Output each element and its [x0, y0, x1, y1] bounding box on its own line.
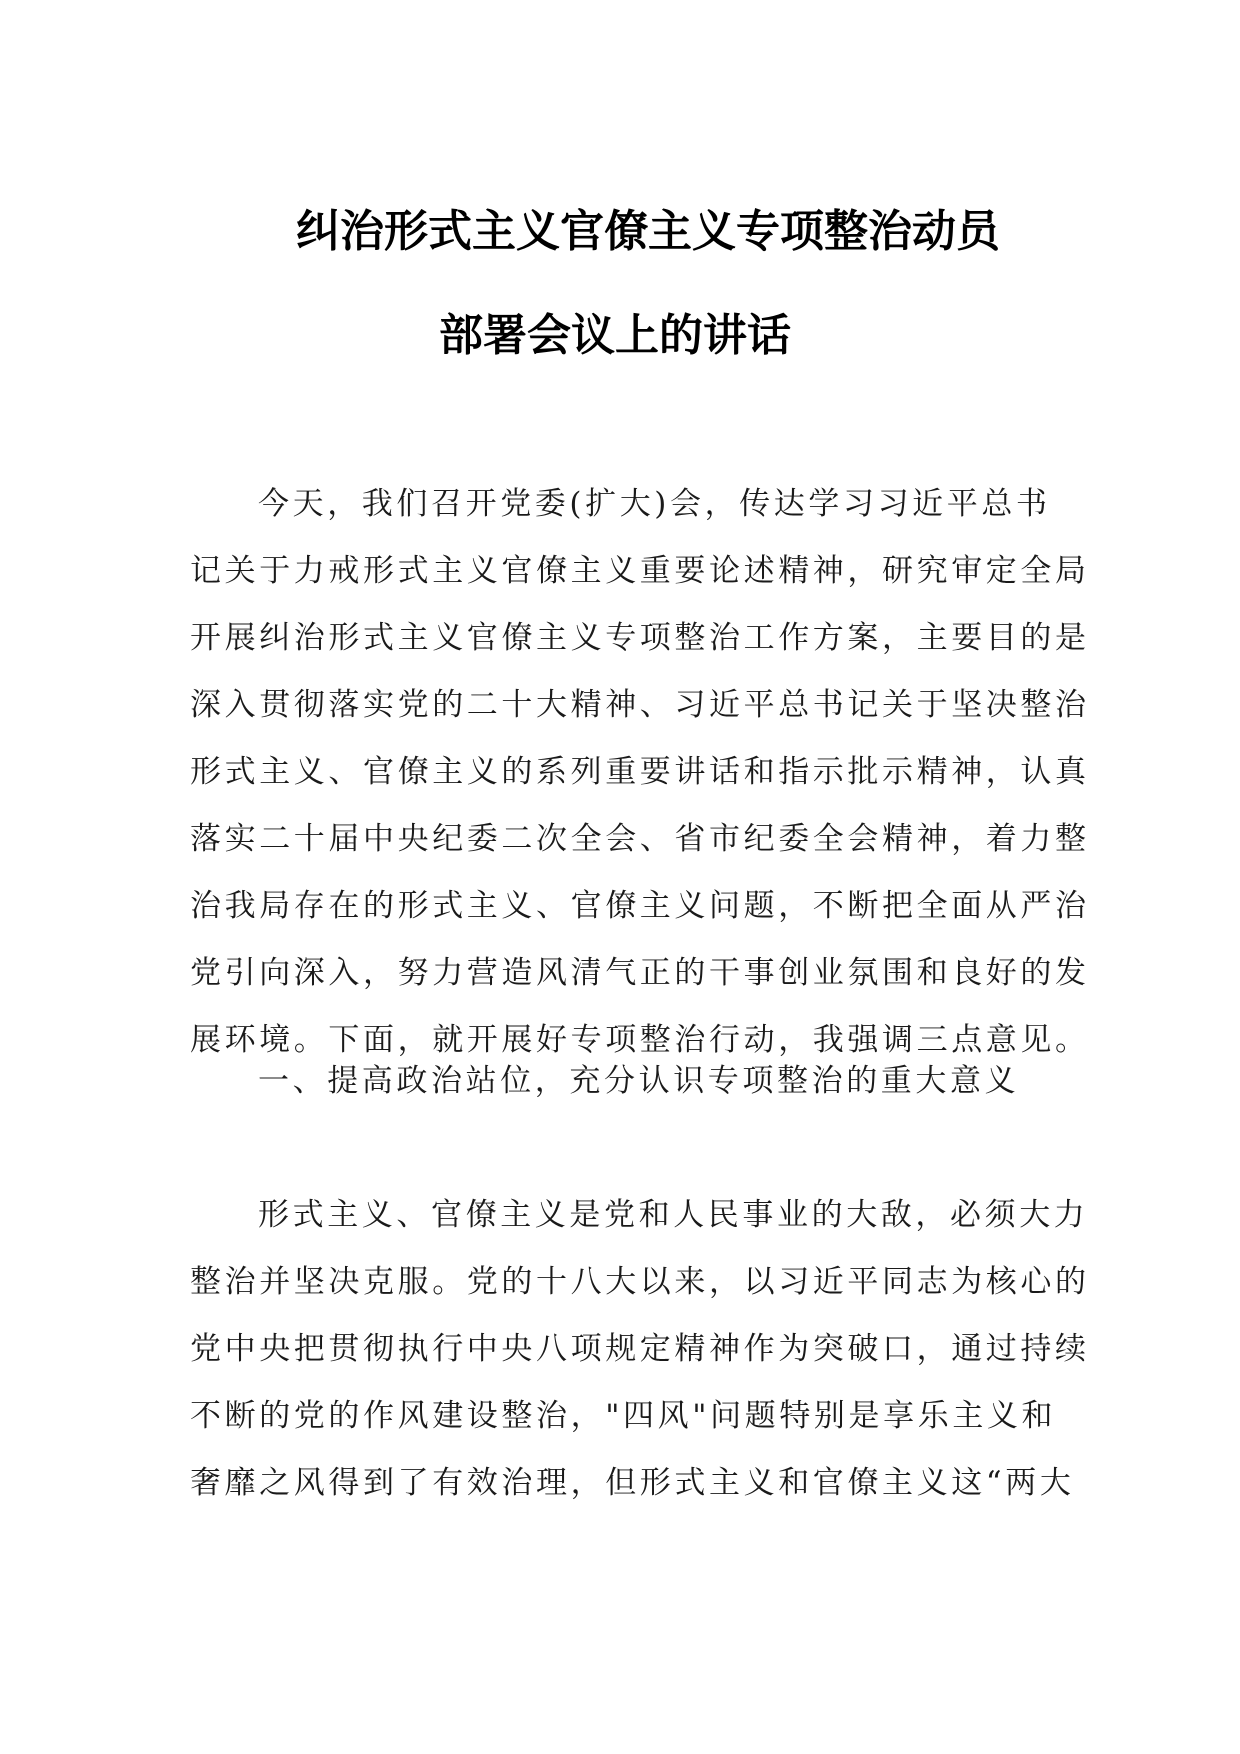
paragraph-line: 党中央把贯彻执行中央八项规定精神作为突破口，通过持续 [190, 1331, 1090, 1367]
paragraph-line: 治我局存在的形式主义、官僚主义问题，不断把全面从严治 [190, 888, 1090, 924]
paragraph-line: 深入贯彻落实党的二十大精神、习近平总书记关于坚决整治 [190, 687, 1090, 723]
paragraph-2 [190, 1182, 1090, 1517]
paragraph-line: 奢靡之风得到了有效治理，但形式主义和官僚主义这“两大 [190, 1465, 1075, 1501]
paragraph-line: 形式主义、官僚主义是党和人民事业的大敌，必须大力 [258, 1197, 1089, 1233]
document-title-line-2: 部署会议上的讲话 [439, 310, 791, 361]
section-heading-1: 一、提高政治站位，充分认识专项整治的重大意义 [258, 1063, 1020, 1099]
paragraph-line: 记关于力戒形式主义官僚主义重要论述精神，研究审定全局 [190, 553, 1090, 589]
paragraph-1 [190, 471, 1090, 1074]
paragraph-line: 开展纠治形式主义官僚主义专项整治工作方案，主要目的是 [190, 620, 1090, 656]
paragraph-line: 不断的党的作风建设整治，"四风"问题特别是享乐主义和 [190, 1398, 1057, 1434]
paragraph-line: 展环境。下面，就开展好专项整治行动，我强调三点意见。 [190, 1022, 1090, 1058]
document-title-line-1: 纠治形式主义官僚主义专项整治动员 [296, 206, 1000, 257]
paragraph-line: 落实二十届中央纪委二次全会、省市纪委全会精神，着力整 [190, 821, 1090, 857]
paragraph-line: 整治并坚决克服。党的十八大以来，以习近平同志为核心的 [190, 1264, 1090, 1300]
paragraph-line: 形式主义、官僚主义的系列重要讲话和指示批示精神，认真 [190, 754, 1090, 790]
paragraph-line: 今天，我们召开党委(扩大)会，传达学习习近平总书 [258, 486, 1051, 522]
paragraph-line: 党引向深入，努力营造风清气正的干事创业氛围和良好的发 [190, 955, 1090, 991]
